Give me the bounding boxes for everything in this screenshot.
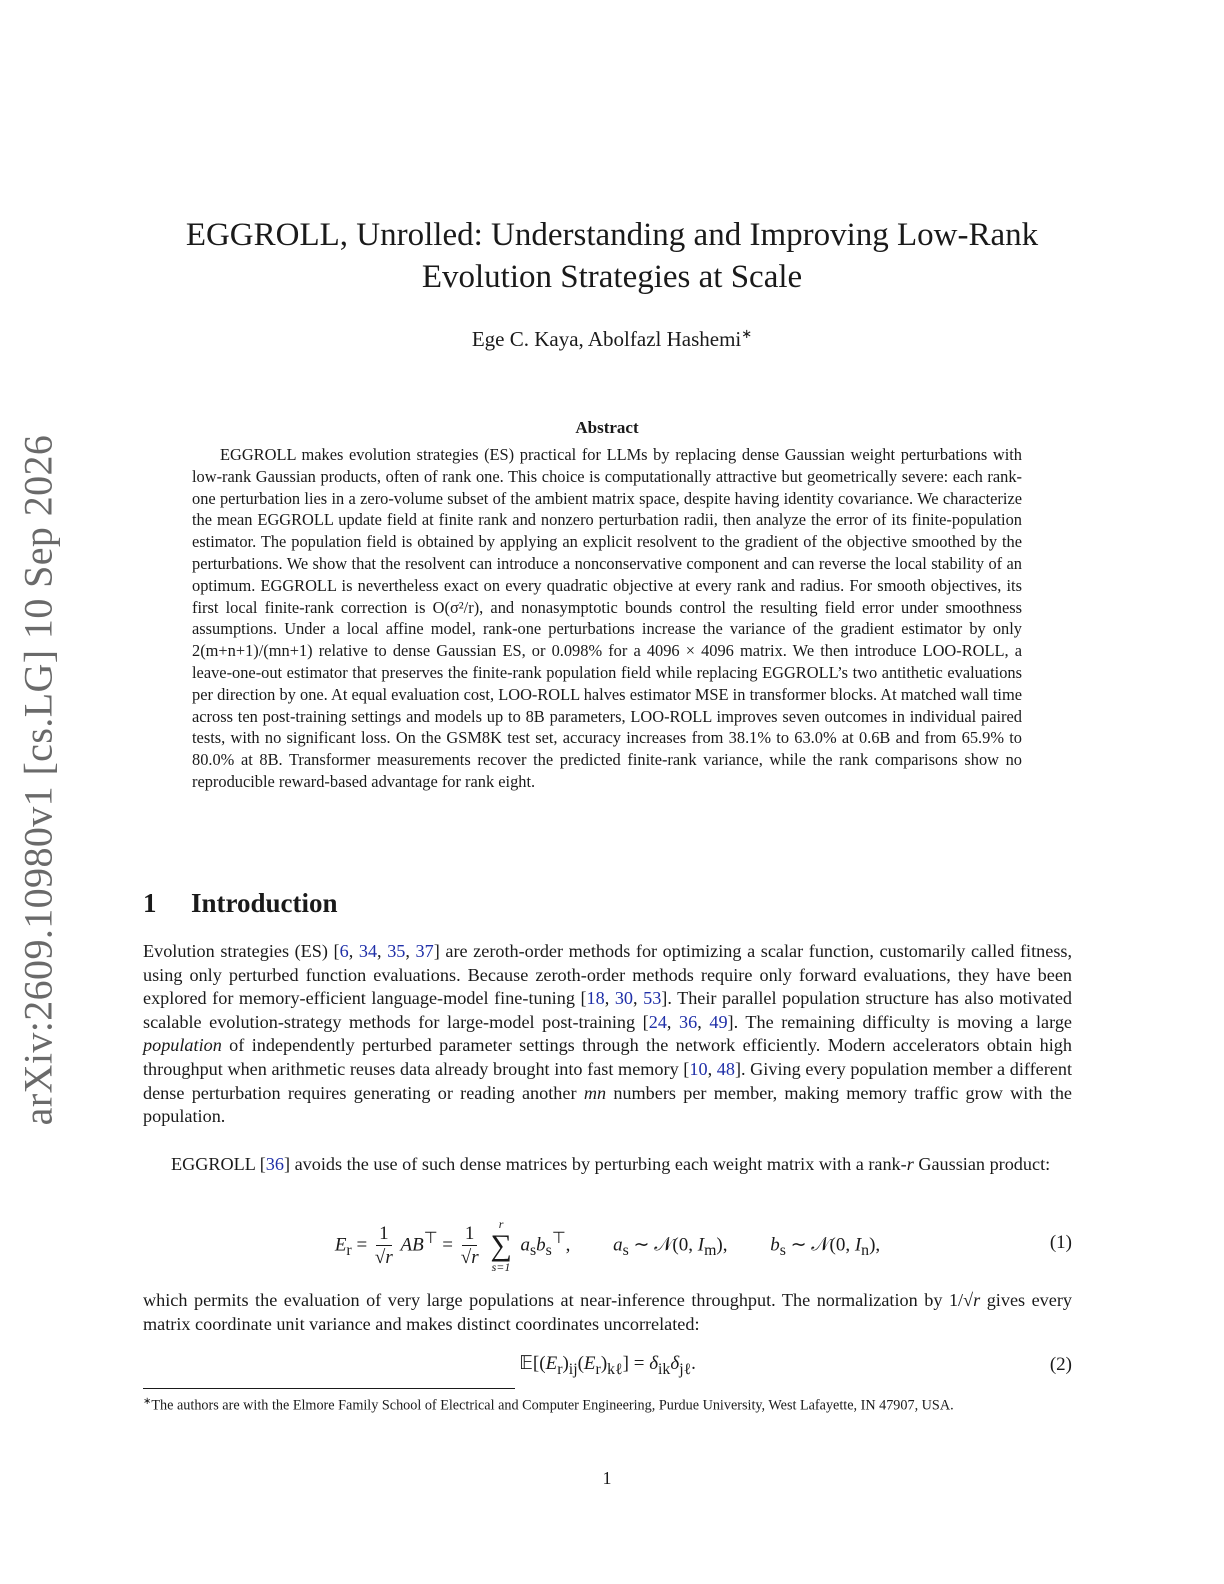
equation-1 bbox=[143, 1212, 1072, 1280]
emphasis-text: r bbox=[906, 1154, 914, 1174]
title-line-2: Evolution Strategies at Scale bbox=[421, 259, 803, 295]
author-list bbox=[0, 326, 1224, 352]
paragraph-text: Gaussian product: bbox=[913, 1154, 1051, 1174]
citation-link[interactable]: 48 bbox=[716, 1058, 735, 1079]
citation-link[interactable]: 36 bbox=[679, 1011, 698, 1032]
equation-2 bbox=[143, 1352, 1072, 1380]
citation-link[interactable]: 24 bbox=[648, 1011, 667, 1032]
paragraph-text: , bbox=[697, 1011, 710, 1032]
paragraph-text: Evolution strategies (ES) [ bbox=[143, 941, 340, 961]
section-title: Introduction bbox=[191, 888, 338, 918]
paragraph-text: ] are zeroth-order methods for optimizing a scalar function, customarily called fitness, using only perturbed function evaluations. Because zeroth-order methods require only forward evaluations, they have been explored for memory-efficient language-model fine-tuning [ bbox=[143, 941, 1073, 1009]
abstract-text: EGGROLL makes evolution strategies (ES) practical for LLMs by replacing dense Gaussian weight perturbations with low-rank Gaussian products, often of rank one. This choice is computationally attractive but geometrically severe: each rank-one perturbation lies in a zero-volume subset of the ambient matrix space, despite having identity covariance. We characterize the mean EGGROLL update field at finite rank and nonzero perturbation radii, then analyze the error of its finite-population estimator. The population field is obtained by applying an explicit resolvent to the gradient of the objective smoothed by the perturbations. We show that the resolvent can introduce a nonconservative component and can reverse the local stability of an optimum. EGGROLL is nevertheless exact on every quadratic objective at every rank and radius. For smooth objectives, its first local finite-rank correction is O(σ²/r), and nonasymptotic bounds control the resulting field error under smoothness assumptions. Under a local affine model, rank-one perturbations increase the variance of the gradient estimator by only 2(m+n+1)/(mn+1) relative to dense Gaussian ES, or 0.098% for a 4096 × 4096 matrix. We then introduce LOO-ROLL, a leave-one-out estimator that preserves the finite-rank population field while replacing EGGROLL’s two antithetic evaluations per direction by one. At equal evaluation cost, LOO-ROLL halves estimator MSE in transformer blocks. At matched wall time across ten post-training settings and models up to 8B parameters, LOO-ROLL improves seven outcomes in individual paired tests, with no significant loss. On the GSM8K test set, accuracy increases from 38.1% to 63.0% at 0.6B and from 65.9% to 80.0% at 8B. Transformer measurements recover the predicted finite-rank variance, while the rank comparisons show no reproducible reward-based advantage for rank eight. bbox=[192, 445, 1022, 791]
equation-2-body: $𝔼[(E_r)_{ij}(E_r)_{k\ell}] = \delta_{ik}\delta_{j\ell}$. bbox=[519, 1353, 696, 1378]
authors-text: Ege C. Kaya, Abolfazl Hashemi bbox=[471, 327, 742, 351]
page-number: 1 bbox=[602, 1468, 612, 1488]
citation-link[interactable]: 53 bbox=[643, 988, 662, 1009]
equation-1-body: $E_r$ = $\frac{1}{√r}$ AB⊤ = $\frac{1}{√r}$ r ∑ s=1 $a_sb_s^⊤$, $a_s$ ∼ 𝒩(0, $I_m$), $b_s$ ∼ 𝒩(0, $I_n$), bbox=[334, 1217, 881, 1274]
author-footnote-mark: ∗ bbox=[741, 326, 753, 341]
citation-link[interactable]: 49 bbox=[709, 1011, 728, 1032]
paragraph-text: ]. Giving every population member a different dense perturbation requires generating or reading another bbox=[143, 1058, 1073, 1103]
paragraph-text: gives every matrix coordinate unit variance and makes distinct coordinates uncorrelated: bbox=[143, 1290, 1073, 1334]
citation-link[interactable]: 18 bbox=[586, 988, 605, 1009]
citation-link[interactable]: 34 bbox=[358, 941, 378, 961]
intro-paragraph-3 bbox=[143, 1289, 1072, 1336]
citation-link[interactable]: 30 bbox=[614, 988, 633, 1009]
citation-link[interactable]: 6 bbox=[339, 941, 349, 961]
footnote bbox=[143, 1392, 1072, 1416]
paragraph-text: EGGROLL [ bbox=[171, 1154, 266, 1174]
emphasis-text: mn bbox=[583, 1082, 607, 1103]
section-heading bbox=[143, 888, 338, 919]
citation-link[interactable]: 36 bbox=[265, 1154, 284, 1174]
paragraph-text: of independently perturbed parameter settings through the network efficiently. Modern accelerators obtain high throughput when arithmetic reuses data already brought into fast memory [ bbox=[143, 1035, 1072, 1079]
paragraph-text: , bbox=[405, 941, 416, 961]
paragraph-text: , bbox=[707, 1058, 717, 1079]
paragraph-text: ] avoids the use of such dense matrices by perturbing each weight matrix with a rank- bbox=[283, 1154, 907, 1174]
intro-paragraph-1 bbox=[143, 940, 1072, 1129]
paragraph-text: , bbox=[377, 941, 388, 961]
paragraph-text: which permits the evaluation of very large populations at near-inference throughput. The normalization by 1/√ bbox=[143, 1290, 974, 1310]
citation-link[interactable]: 10 bbox=[689, 1058, 708, 1079]
paragraph-text: ]. The remaining difficulty is moving a large bbox=[727, 1011, 1073, 1032]
section-number: 1 bbox=[143, 888, 157, 918]
footnote-rule bbox=[143, 1388, 515, 1389]
paragraph-text: numbers per member, making memory traffic grow with the population. bbox=[143, 1082, 1073, 1127]
paper-title bbox=[130, 214, 1094, 298]
paragraph-text: , bbox=[348, 941, 359, 961]
title-line-1: EGGROLL, Unrolled: Understanding and Improving Low-Rank bbox=[185, 217, 1039, 253]
intro-paragraph-2 bbox=[143, 1153, 1072, 1177]
emphasis-text: r bbox=[973, 1290, 981, 1310]
arxiv-identifier: arXiv:2609.10980v1 [cs.LG] 10 Sep 2026 bbox=[15, 434, 61, 1126]
equation-2-number: (2) bbox=[1049, 1354, 1072, 1375]
paragraph-text: , bbox=[604, 988, 615, 1009]
paragraph-text: ]. Their parallel population structure has also motivated scalable evolution-strategy methods for large-model post-training [ bbox=[143, 988, 1072, 1032]
paragraph-text: , bbox=[666, 1011, 680, 1032]
emphasis-text: population bbox=[143, 1035, 222, 1056]
abstract-heading: Abstract bbox=[575, 418, 639, 437]
citation-link[interactable]: 35 bbox=[387, 941, 406, 961]
citation-link[interactable]: 37 bbox=[415, 941, 434, 961]
footnote-mark: ∗ bbox=[143, 1396, 152, 1407]
paragraph-text: , bbox=[633, 988, 644, 1009]
footnote-text: The authors are with the Elmore Family School of Electrical and Computer Engineering, Purdue University, West Lafayette, IN 47907, USA. bbox=[151, 1397, 954, 1414]
equation-1-number: (1) bbox=[1049, 1232, 1072, 1253]
